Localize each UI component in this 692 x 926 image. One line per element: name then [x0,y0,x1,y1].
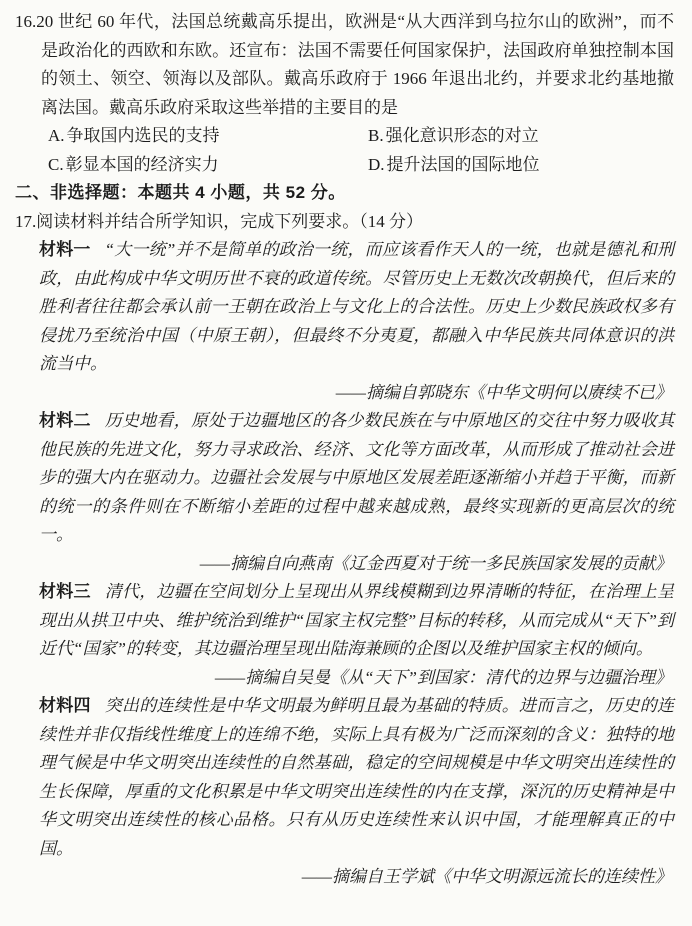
option-d-text: 提升法国的国际地位 [386,154,540,174]
material-2-source: ——摘编自向燕南《辽金西夏对于统一多民族国家发展的贡献》 [199,553,672,573]
option-b-label: B. [368,126,384,145]
material-2-label: 材料二 [39,411,91,430]
material-4-source: ——摘编自王学斌《中华文明源远流长的连续性》 [301,867,672,886]
option-d [368,151,664,180]
material-1-source: ——摘编自郭晓东《中华文明何以赓续不已》 [335,382,672,402]
option-c [48,151,368,180]
option-a-text: 争取国内选民的支持 [66,126,220,145]
question-16-options [48,122,664,179]
option-b [368,122,664,151]
option-d-label: D. [368,154,385,174]
question-16-text: 20 世纪 60 年代，法国总统戴高乐提出，欧洲是“从大西洋到乌拉尔山的欧洲”，而不是政治化的西欧和东欧。还宣布：法国不需要任何国家保护，法国政府单独控制本国的领土、领空、领海以及部队。戴高乐政府于 1966 年退出北约，并要求北约基地撤离法国。戴高乐政府采取这些举措的主要目的是 [36,12,674,117]
material-3-text: 清代，边疆在空间划分上呈现出从界线模糊到边界清晰的特征，在治理上呈现出从拱卫中央、维护统治到维护“国家主权完整”目标的转移，从而完成从“天下”到近代“国家”的转变，其边疆治理呈现出陆海兼顾的企图以及维护国家主权的倾向。 [39,582,675,658]
material-1-label: 材料一 [39,240,91,259]
material-4-label: 材料四 [39,696,91,715]
question-17-intro [15,208,674,237]
option-a [48,122,368,151]
material-3-label: 材料三 [39,582,91,601]
question-17-number: 17. [15,211,37,231]
material-2 [39,407,674,550]
material-3 [39,578,674,664]
option-c-label: C. [48,154,64,174]
material-4 [39,692,674,863]
question-17-intro-text: 阅读材料并结合所学知识，完成下列要求。（14 分） [36,211,423,231]
option-a-label: A. [48,126,65,145]
material-1-text: “大一统”并不是简单的政治一统，而应该看作天人的一统，也就是德礼和刑政，由此构成中华文明历世不衰的政道传统。尽管历史上无数次改朝换代，但后来的胜利者往往都会承认前一王朝在政治上与文化上的合法性。历史上少数民族政权多有侵扰乃至统治中国（中原王朝），但最终不分夷夏，都融入中华民族共同体意识的洪流当中。 [39,240,674,373]
option-b-text: 强化意识形态的对立 [385,126,539,145]
section-2-header: 二、非选择题：本题共 4 小题，共 52 分。 [15,183,346,202]
question-16 [15,8,674,122]
material-2-text: 历史地看，原处于边疆地区的各少数民族在与中原地区的交往中努力吸收其他民族的先进文化，努力寻求政治、经济、文化等方面改革，从而形成了推动社会进步的强大内在驱动力。边疆社会发展与中原地区发展差距逐渐缩小并趋于平衡，而新的统一的条件则在不断缩小差距的过程中越来越成熟，最终实现新的更高层次的统一。 [39,411,675,544]
material-3-source: ——摘编自吴曼《从“天下”到国家：清代的边界与边疆治理》 [214,667,672,687]
question-16-number: 16. [15,12,37,31]
material-1 [39,236,674,379]
option-c-text: 彰显本国的经济实力 [65,154,219,174]
material-4-text: 突出的连续性是中华文明最为鲜明且最为基础的特质。进而言之，历史的连续性并非仅指线性维度上的连绵不绝，实际上具有极为广泛而深刻的含义：独特的地理气候是中华文明突出连续性的自然基础，稳定的空间规模是中华文明突出连续性的生长保障，厚重的文化积累是中华文明突出连续性的内在支撑，深沉的历史精神是中华文明突出连续性的核心品格。只有从历史连续性来认识中国，才能理解真正的中国。 [39,696,675,858]
